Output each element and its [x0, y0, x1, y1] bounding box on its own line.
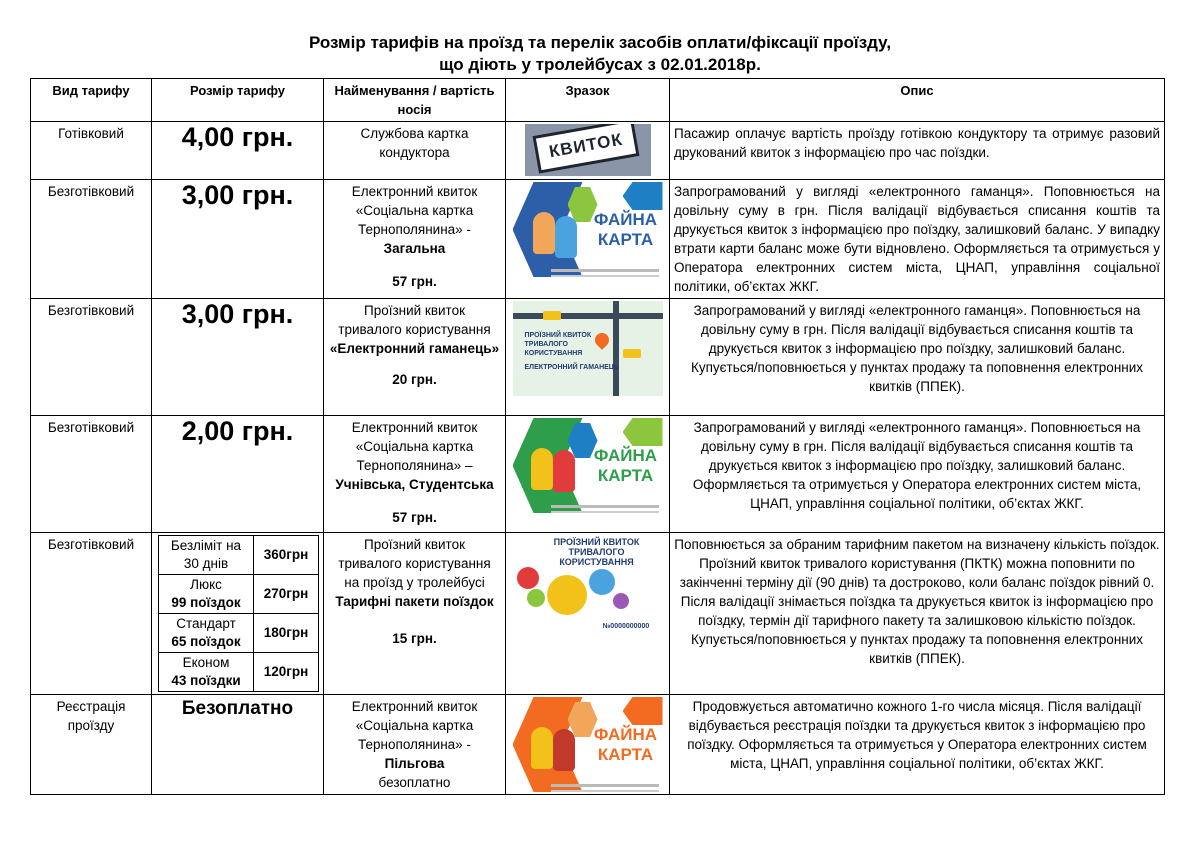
card-cost: 57 грн. [392, 510, 437, 525]
package-name [159, 536, 254, 575]
card-brand: ФАЙНА КАРТА [593, 725, 658, 764]
row-sample [506, 533, 670, 695]
packages-table [158, 535, 319, 692]
header-kind: Вид тарифу [31, 79, 152, 122]
pktk-number: №0000000000 [602, 623, 650, 630]
row-sample [506, 122, 670, 180]
package-label: Стандарт [176, 616, 236, 631]
card-brand: ФАЙНА КАРТА [593, 210, 658, 249]
name-bold: «Електронний гаманець» [329, 341, 500, 356]
row-name [324, 695, 506, 795]
table-row [31, 416, 1165, 533]
row-sample [506, 416, 670, 533]
privilege-card-image [513, 697, 663, 792]
card-cost: 20 грн. [392, 372, 437, 387]
table-row [31, 299, 1165, 416]
name-line: Службова картка [360, 126, 469, 141]
name-line: кондуктора [379, 145, 450, 160]
row-kind: Безготівковий [31, 533, 152, 695]
package-name [159, 614, 254, 653]
color-circle [613, 593, 629, 609]
package-label: Економ [182, 655, 230, 670]
card-cost: безоплатно [378, 775, 451, 790]
map-pin-icon [592, 330, 612, 350]
package-price: 180грн [254, 614, 319, 653]
row-name [324, 299, 506, 416]
desc-text: Запрограмований у вигляді «електронного гаманця». Поповнюється на довільну суму в грн. Після валідації відбувається списання коштів та друкується квиток з інформацією про поїздку, залишковий баланс. Оформляється та отримується у Оператора електронних систем міста, ЦНАП, управління соціальної політики, об’єктах ЖКГ. [692, 420, 1142, 511]
name-line: Електронний квиток [351, 699, 478, 714]
name-line: тривалого користування [338, 322, 491, 337]
name-line: Тернополянина» – [356, 458, 473, 473]
name-bold: Загальна [383, 241, 446, 256]
package-row [159, 536, 319, 575]
row-name [324, 416, 506, 533]
name-line: Електронний квиток [351, 420, 478, 435]
card-fine-print [551, 784, 659, 787]
package-name [159, 575, 254, 614]
row-packages [152, 533, 324, 695]
row-desc: Запрограмований у вигляді «електронного гаманця». Поповнюється на довільну суму в грн. Після валідації відбувається списання коштів та друкується квиток з інформацією про поїздку, залишковий баланс. У випадку втрати карти баланс може бути відновлено. Оформляється та отримується у Оператора електронних систем міста, ЦНАП, управління соціальної політики, об’єктах ЖКГ. [670, 180, 1165, 299]
row-desc [670, 416, 1165, 533]
name-bold: Учнівська, Студентська [335, 477, 494, 492]
table-row [31, 180, 1165, 299]
card-cost: 15 грн. [392, 631, 437, 646]
row-kind: Безготівковий [31, 416, 152, 533]
person-figure [553, 450, 575, 492]
map-road [513, 313, 663, 319]
map-road [613, 301, 619, 396]
package-trips: 99 поїздок [171, 595, 241, 610]
package-price: 360грн [254, 536, 319, 575]
desc-text: Продовжується автоматично кожного 1-го числа місяця. Після валідації відбувається реєстрація поїздки та друкується квиток з інформацією про поїздку. Оформляється та отримується у Оператора електронних систем міста, ЦНАП, управління соціальної політики, об’єктах ЖКГ. [687, 699, 1147, 771]
row-price: 2,00 грн. [152, 416, 324, 533]
table-row [31, 695, 1165, 795]
color-circle [547, 575, 587, 615]
row-sample [506, 180, 670, 299]
desc-text: Поповнюється за обраним тарифним пакетом на визначену кількість поїздок. Проїзний квиток тривалого користування (ПКТК) можна поповнити по закінченні терміну дії (90 днів) та достроково, коли баланс поїздок рівний 0. Після валідації знімається поїздка та друкується квиток із інформацією про поїздку, термін дії тарифного пакету та залишковою кількістю поїздок. Купується/поповнюється у пунктах продажу та поповнення електронних квитків (ППЕК). [674, 537, 1160, 666]
student-card-image [513, 418, 663, 513]
header-sample: Зразок [506, 79, 670, 122]
package-trips: 43 поїздки [171, 673, 241, 688]
name-line: Проїзний квиток [363, 303, 465, 318]
desc-text: Запрограмований у вигляді «електронного гаманця». Поповнюється на довільну суму в грн. Після валідації відбувається списання коштів та друкується квиток з інформацією про поїздку, залишковий баланс. Купується/поповнюється у пунктах продажу та поповнення електронних квитків (ППЕК). [690, 303, 1144, 394]
name-line: Тернополянина» - [358, 222, 471, 237]
card-fine-print [551, 505, 659, 508]
table-row [31, 533, 1165, 695]
package-price: 120грн [254, 653, 319, 692]
package-row [159, 653, 319, 692]
row-name [324, 180, 506, 299]
bus-icon [543, 311, 561, 320]
name-line: «Соціальна картка [355, 203, 474, 218]
package-label: Люкс [190, 577, 222, 592]
package-name [159, 653, 254, 692]
person-figure [531, 448, 553, 490]
card-hex-shape [623, 418, 663, 446]
page-title [0, 32, 1200, 76]
wallet-card-label: ПРОЇЗНИЙ КВИТОК ТРИВАЛОГО КОРИСТУВАННЯ [524, 332, 592, 357]
person-figure [553, 729, 575, 771]
table-header-row [31, 79, 1165, 122]
table-row [31, 122, 1165, 180]
package-row [159, 575, 319, 614]
package-trips: 65 поїздок [171, 634, 241, 649]
person-figure [531, 727, 553, 769]
color-circle [589, 569, 615, 595]
wallet-card-label-2: ЕЛЕКТРОННИЙ ГАМАНЕЦЬ [524, 364, 619, 371]
social-card-image [513, 182, 663, 277]
header-name: Найменування / вартість носія [324, 79, 506, 122]
pktk-card-image [513, 535, 663, 630]
person-figure [555, 216, 577, 258]
person-figure [533, 212, 555, 254]
ticket-stub: КВИТОК [532, 124, 639, 174]
wallet-card-image [513, 301, 663, 396]
row-sample [506, 299, 670, 416]
card-hex-shape [623, 697, 663, 725]
card-cost: 57 грн. [392, 274, 437, 289]
row-kind: Реєстрація проїзду [31, 695, 152, 795]
row-desc [670, 695, 1165, 795]
package-row [159, 614, 319, 653]
name-bold: Пільгова [384, 756, 445, 771]
pktk-title: ПРОЇЗНИЙ КВИТОК ТРИВАЛОГО КОРИСТУВАННЯ [553, 537, 640, 567]
name-line: «Соціальна картка [355, 439, 474, 454]
row-kind: Безготівковий [31, 299, 152, 416]
row-kind: Безготівковий [31, 180, 152, 299]
name-bold: Тарифні пакети поїздок [335, 594, 494, 609]
name-line: «Соціальна картка [355, 718, 474, 733]
name-line: тривалого користування [338, 556, 491, 571]
name-line: Електронний квиток [351, 184, 478, 199]
row-name [324, 533, 506, 695]
row-desc [670, 533, 1165, 695]
paper-ticket-image [525, 124, 651, 176]
package-label: Безліміт на 30 днів [170, 538, 242, 571]
header-price: Розмір тарифу [152, 79, 324, 122]
row-kind: Готівковий [31, 122, 152, 180]
row-price: 3,00 грн. [152, 180, 324, 299]
title-line-1: Розмір тарифів на проїзд та перелік засобів оплати/фіксації проїзду, [308, 33, 892, 52]
name-line: Тернополянина» - [358, 737, 471, 752]
package-price: 270грн [254, 575, 319, 614]
row-sample [506, 695, 670, 795]
color-circle [527, 589, 545, 607]
color-circle [517, 567, 539, 589]
row-price: 4,00 грн. [152, 122, 324, 180]
card-brand: ФАЙНА КАРТА [593, 446, 658, 485]
tariff-table [30, 78, 1165, 795]
card-hex-shape [623, 182, 663, 210]
row-price: Безоплатно [152, 695, 324, 795]
row-desc: Пасажир оплачує вартість проїзду готівкою кондуктору та отримує разовий друкований квиток з інформацією про час поїздки. [670, 122, 1165, 180]
header-desc: Опис [670, 79, 1165, 122]
row-name [324, 122, 506, 180]
row-desc [670, 299, 1165, 416]
row-price: 3,00 грн. [152, 299, 324, 416]
card-fine-print [551, 269, 659, 272]
name-line: на проїзд у тролейбусі [344, 575, 485, 590]
title-line-2: що діють у тролейбусах з 02.01.2018р. [439, 55, 761, 74]
name-line: Проїзний квиток [363, 537, 465, 552]
bus-icon [623, 349, 641, 358]
